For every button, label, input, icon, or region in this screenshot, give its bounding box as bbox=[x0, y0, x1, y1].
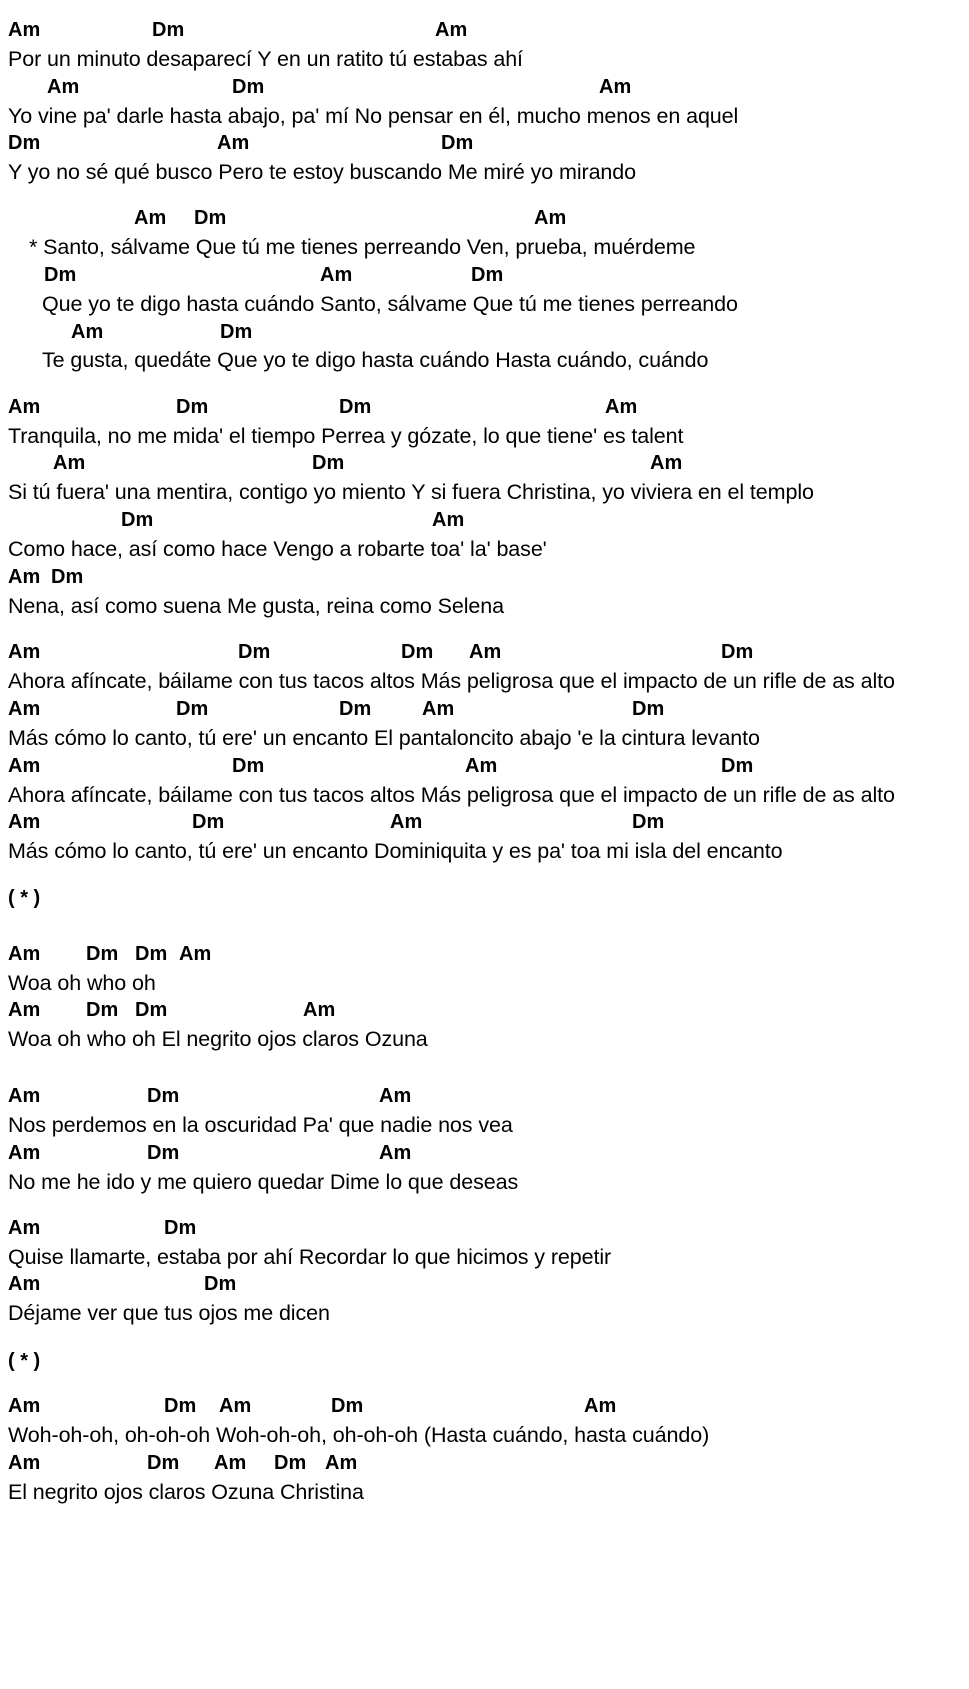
lyric-text: El negrito ojos claros Ozuna Christina bbox=[8, 1480, 364, 1504]
chord-line bbox=[0, 1269, 969, 1299]
chord-line bbox=[0, 505, 969, 535]
lyric-line bbox=[0, 666, 969, 696]
lyric-text: Te gusta, quedáte Que yo te digo hasta cuándo Hasta cuándo, cuándo bbox=[42, 348, 709, 372]
chord: Am bbox=[605, 396, 638, 418]
chord: Am bbox=[8, 1395, 41, 1417]
chord-line bbox=[0, 1213, 969, 1243]
lyric-line bbox=[0, 836, 969, 866]
lyric-line bbox=[0, 534, 969, 564]
lyric-text: Yo vine pa' darle hasta abajo, pa' mí No pensar en él, mucho menos en aquel bbox=[8, 104, 739, 128]
lyric-line bbox=[0, 345, 969, 375]
chord: Am bbox=[390, 811, 423, 833]
chord-line bbox=[0, 562, 969, 592]
lyric-line bbox=[0, 1420, 969, 1450]
lyric-line bbox=[0, 968, 969, 998]
lyric-text: Tranquila, no me mida' el tiempo Perrea y gózate, lo que tiene' es talent bbox=[8, 424, 684, 448]
chord: Am bbox=[8, 1452, 41, 1474]
lyric-text: Si tú fuera' una mentira, contigo yo miento Y si fuera Christina, yo viviera en el templo bbox=[8, 480, 814, 504]
chord: Am bbox=[8, 19, 41, 41]
chord: Dm bbox=[44, 264, 77, 286]
chord: Dm bbox=[331, 1395, 364, 1417]
lyric-line bbox=[0, 289, 969, 319]
chorus-marker-text: ( * ) bbox=[8, 1350, 41, 1372]
lyric-line bbox=[0, 44, 969, 74]
lyric-line bbox=[0, 232, 969, 262]
chord: Am bbox=[214, 1452, 247, 1474]
lyric-line bbox=[0, 1242, 969, 1272]
lyric-text: Más cómo lo canto, tú ere' un encanto El pantaloncito abajo 'e la cintura levanto bbox=[8, 726, 760, 750]
chord: Dm bbox=[204, 1273, 237, 1295]
chord-line bbox=[0, 128, 969, 158]
chord: Am bbox=[599, 76, 632, 98]
chord-line bbox=[0, 392, 969, 422]
chord: Dm bbox=[51, 566, 84, 588]
chord: Dm bbox=[194, 207, 227, 229]
chord: Dm bbox=[135, 999, 168, 1021]
chord-line bbox=[0, 1448, 969, 1478]
chord: Am bbox=[379, 1142, 412, 1164]
lyric-line bbox=[0, 723, 969, 753]
lyric-text: Más cómo lo canto, tú ere' un encanto Dominiquita y es pa' toa mi isla del encanto bbox=[8, 839, 783, 863]
chord: Am bbox=[465, 755, 498, 777]
lyric-text: Ahora afíncate, báilame con tus tacos altos Más peligrosa que el impacto de un rifle de as alto bbox=[8, 783, 895, 807]
chord: Dm bbox=[471, 264, 504, 286]
chord: Am bbox=[179, 943, 212, 965]
chord: Dm bbox=[220, 321, 253, 343]
chord: Am bbox=[469, 641, 502, 663]
chord: Am bbox=[8, 999, 41, 1021]
lyric-text: Y yo no sé qué busco Pero te estoy buscando Me miré yo mirando bbox=[8, 160, 637, 184]
chord: Dm bbox=[274, 1452, 307, 1474]
chord: Am bbox=[379, 1085, 412, 1107]
chord-line bbox=[0, 939, 969, 969]
lyric-text: Nos perdemos en la oscuridad Pa' que nadie nos vea bbox=[8, 1113, 513, 1137]
chord: Am bbox=[217, 132, 250, 154]
chord: Am bbox=[53, 452, 86, 474]
chord: Am bbox=[219, 1395, 252, 1417]
chord: Dm bbox=[147, 1452, 180, 1474]
chord: Dm bbox=[152, 19, 185, 41]
chord-line bbox=[0, 807, 969, 837]
lyric-text: Ahora afíncate, báilame con tus tacos altos Más peligrosa que el impacto de un rifle de as alto bbox=[8, 669, 895, 693]
chord-line bbox=[0, 203, 969, 233]
lyric-line bbox=[0, 1298, 969, 1328]
chord: Am bbox=[8, 566, 41, 588]
lyric-line bbox=[0, 477, 969, 507]
lyric-line bbox=[0, 1110, 969, 1140]
lyric-text: Por un minuto desaparecí Y en un ratito tú estabas ahí bbox=[8, 47, 523, 71]
chorus-marker bbox=[0, 883, 969, 913]
chord: Dm bbox=[8, 132, 41, 154]
chord: Am bbox=[8, 943, 41, 965]
chord: Am bbox=[134, 207, 167, 229]
chord: Am bbox=[8, 1085, 41, 1107]
chord: Am bbox=[47, 76, 80, 98]
chorus-marker-text: ( * ) bbox=[8, 887, 41, 909]
lyric-text: Déjame ver que tus ojos me dicen bbox=[8, 1301, 330, 1325]
chord-line bbox=[0, 448, 969, 478]
chord: Dm bbox=[147, 1142, 180, 1164]
chord-line bbox=[0, 694, 969, 724]
lyric-line bbox=[0, 101, 969, 131]
chord: Dm bbox=[401, 641, 434, 663]
lyric-line bbox=[0, 780, 969, 810]
lyric-text: No me he ido y me quiero quedar Dime lo que deseas bbox=[8, 1170, 519, 1194]
chord: Am bbox=[71, 321, 104, 343]
chord: Am bbox=[422, 698, 455, 720]
lyric-text: Como hace, así como hace Vengo a robarte toa' la' base' bbox=[8, 537, 547, 561]
chord: Dm bbox=[135, 943, 168, 965]
lyric-line bbox=[0, 1477, 969, 1507]
chord-line bbox=[0, 1138, 969, 1168]
lyric-text: Woa oh who oh bbox=[8, 971, 156, 995]
chord-line bbox=[0, 751, 969, 781]
lyric-text: Woh-oh-oh, oh-oh-oh Woh-oh-oh, oh-oh-oh (Hasta cuándo, hasta cuándo) bbox=[8, 1423, 710, 1447]
chord-line bbox=[0, 317, 969, 347]
chord: Am bbox=[8, 1142, 41, 1164]
chord: Am bbox=[8, 641, 41, 663]
chord: Dm bbox=[339, 698, 372, 720]
chord: Dm bbox=[441, 132, 474, 154]
chord: Dm bbox=[232, 755, 265, 777]
chord-line bbox=[0, 995, 969, 1025]
chorus-marker bbox=[0, 1346, 969, 1376]
chord: Dm bbox=[192, 811, 225, 833]
lyric-text: Que yo te digo hasta cuándo Santo, sálvame Que tú me tienes perreando bbox=[42, 292, 738, 316]
chord: Am bbox=[8, 698, 41, 720]
chord-line bbox=[0, 15, 969, 45]
chord: Am bbox=[320, 264, 353, 286]
chord: Dm bbox=[238, 641, 271, 663]
chord: Dm bbox=[164, 1217, 197, 1239]
chord: Dm bbox=[176, 396, 209, 418]
chord: Dm bbox=[121, 509, 154, 531]
lyric-line bbox=[0, 157, 969, 187]
lyric-line bbox=[0, 1167, 969, 1197]
chord: Dm bbox=[86, 999, 119, 1021]
chord: Am bbox=[432, 509, 465, 531]
chord: Dm bbox=[632, 811, 665, 833]
chord: Am bbox=[8, 811, 41, 833]
lyric-line bbox=[0, 591, 969, 621]
chord: Dm bbox=[232, 76, 265, 98]
lyric-line bbox=[0, 1024, 969, 1054]
lyric-text: Quise llamarte, estaba por ahí Recordar lo que hicimos y repetir bbox=[8, 1245, 612, 1269]
chord: Am bbox=[8, 1273, 41, 1295]
chord: Dm bbox=[86, 943, 119, 965]
chord: Am bbox=[534, 207, 567, 229]
chord: Dm bbox=[632, 698, 665, 720]
chord: Am bbox=[325, 1452, 358, 1474]
chord-line bbox=[0, 1081, 969, 1111]
lyric-line bbox=[0, 421, 969, 451]
chord: Dm bbox=[176, 698, 209, 720]
chord: Dm bbox=[164, 1395, 197, 1417]
chord: Dm bbox=[721, 641, 754, 663]
chord: Am bbox=[650, 452, 683, 474]
chord-line bbox=[0, 260, 969, 290]
lyric-text: * Santo, sálvame Que tú me tienes perreando Ven, prueba, muérdeme bbox=[29, 235, 696, 259]
chord: Am bbox=[584, 1395, 617, 1417]
lyric-text: Woa oh who oh El negrito ojos claros Ozuna bbox=[8, 1027, 428, 1051]
chord-line bbox=[0, 72, 969, 102]
chord: Am bbox=[435, 19, 468, 41]
chord: Am bbox=[8, 755, 41, 777]
chord-line bbox=[0, 637, 969, 667]
chord: Dm bbox=[721, 755, 754, 777]
chord: Dm bbox=[312, 452, 345, 474]
chord: Dm bbox=[147, 1085, 180, 1107]
chord: Dm bbox=[339, 396, 372, 418]
lyric-text: Nena, así como suena Me gusta, reina como Selena bbox=[8, 594, 504, 618]
chord-line bbox=[0, 1391, 969, 1421]
chord: Am bbox=[303, 999, 336, 1021]
chord: Am bbox=[8, 1217, 41, 1239]
chord: Am bbox=[8, 396, 41, 418]
